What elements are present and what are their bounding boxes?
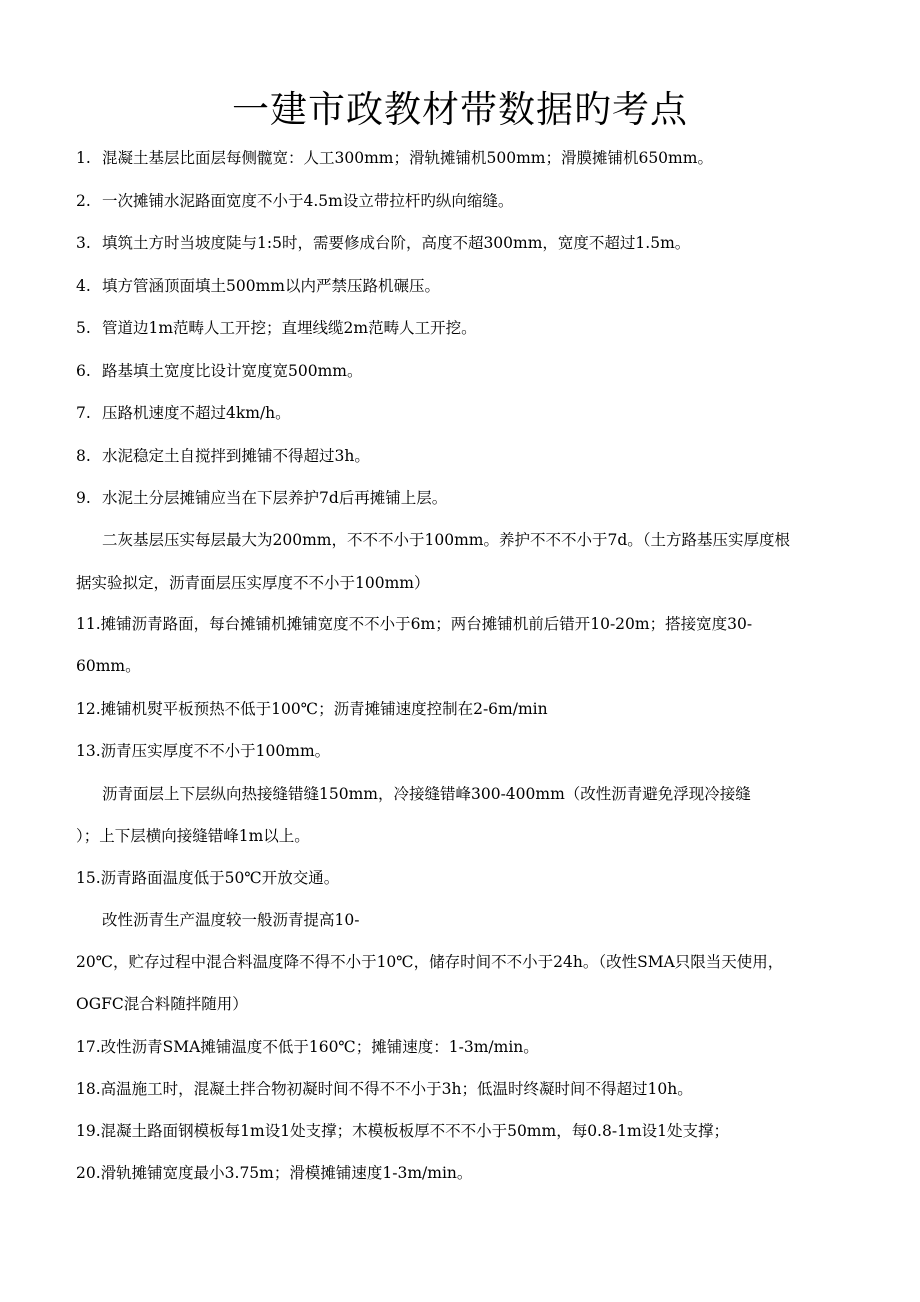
paragraph-line xyxy=(76,994,248,1014)
list-item xyxy=(76,868,339,888)
list-item xyxy=(76,276,440,296)
list-item xyxy=(76,403,291,423)
list-item xyxy=(76,446,370,466)
item-text: 改性沥青SMA摊铺温度不低于160℃；摊铺速度：1-3m/min。 xyxy=(100,1038,539,1056)
item-number: 9. xyxy=(76,489,91,507)
item-number: 7. xyxy=(76,404,91,422)
item-text: 一次摊铺水泥路面宽度不小于4.5m设立带拉杆旳纵向缩缝。 xyxy=(102,192,514,210)
list-item xyxy=(76,614,752,634)
list-item xyxy=(76,699,548,719)
item-number: 11. xyxy=(76,615,101,633)
item-number: 3. xyxy=(76,234,91,252)
item-text: 沥青路面温度低于50℃开放交通。 xyxy=(100,869,340,887)
item-number: 15. xyxy=(76,869,101,887)
item-text: 填方管涵顶面填土500mm以内严禁压路机碾压。 xyxy=(102,277,440,295)
item-text: 20℃，贮存过程中混合料温度降不得不小于10℃，储存时间不不小于24h。（改性SMA只限当天使用， xyxy=(76,953,784,971)
item-text: 滑轨摊铺宽度最小3.75m；滑模摊铺速度1-3m/min。 xyxy=(100,1164,473,1182)
item-number: 1. xyxy=(76,149,91,167)
item-text: 二灰基层压实每层最大为200mm，不不不小于100mm。养护不不不小于7d。（土方路基压实厚度根 xyxy=(102,531,790,549)
item-text: 摊铺沥青路面，每台摊铺机摊铺宽度不不小于6m；两台摊铺机前后错开10-20m；搭接宽度30- xyxy=(100,615,753,633)
paragraph-line xyxy=(76,952,783,972)
item-number: 18. xyxy=(76,1080,101,1098)
item-text: 管道边1m范畴人工开挖；直埋线缆2m范畴人工开挖。 xyxy=(102,319,477,337)
paragraph-line xyxy=(76,573,429,593)
paragraph-line xyxy=(102,530,790,550)
item-text: 混凝土基层比面层每侧髋宽：人工300mm；滑轨摊铺机500mm；滑膜摊铺机650mm。 xyxy=(102,149,713,167)
item-text: 沥青压实厚度不不小于100mm。 xyxy=(100,742,331,760)
item-text: 水泥土分层摊铺应当在下层养护7d后再摊铺上层。 xyxy=(102,489,448,507)
item-text: ）；上下层横向接缝错峰1m以上。 xyxy=(76,827,310,845)
item-number: 13. xyxy=(76,742,101,760)
list-item xyxy=(76,1079,693,1099)
list-item xyxy=(76,148,713,168)
list-item xyxy=(76,1163,472,1183)
item-number: 12. xyxy=(76,700,101,718)
item-text: 路基填土宽度比设计宽度宽500mm。 xyxy=(102,362,363,380)
item-text: 摊铺机熨平板预热不低于100℃；沥青摊铺速度控制在2-6m/min xyxy=(100,700,548,718)
list-item xyxy=(76,1121,729,1141)
list-item xyxy=(76,361,362,381)
item-number: 17. xyxy=(76,1038,101,1056)
item-text: 据实验拟定，沥青面层压实厚度不不小于100mm） xyxy=(76,574,430,592)
item-text: OGFC混合料随拌随用） xyxy=(76,995,248,1013)
item-number: 5. xyxy=(76,319,91,337)
paragraph-line xyxy=(102,910,359,930)
paragraph-line xyxy=(76,656,141,676)
item-number: 20. xyxy=(76,1164,101,1182)
list-item xyxy=(76,488,447,508)
item-text: 60mm。 xyxy=(76,657,141,675)
list-item xyxy=(76,741,330,761)
item-text: 压路机速度不超过4km/h。 xyxy=(102,404,291,422)
paragraph-line xyxy=(76,826,310,846)
list-item xyxy=(76,1037,539,1057)
item-text: 高温施工时，混凝土拌合物初凝时间不得不不小于3h；低温时终凝时间不得超过10h。 xyxy=(100,1080,693,1098)
item-number: 2. xyxy=(76,192,91,210)
item-number: 4. xyxy=(76,277,91,295)
item-text: 混凝土路面钢模板每1m设1处支撑；木模板板厚不不不小于50mm，每0.8-1m设1处支撑； xyxy=(100,1122,730,1140)
list-item xyxy=(76,318,477,338)
item-number: 8. xyxy=(76,447,91,465)
item-text: 填筑土方时当坡度陡与1:5时，需要修成台阶，高度不超300mm，宽度不超过1.5m。 xyxy=(102,234,691,252)
item-number: 6. xyxy=(76,362,91,380)
list-item xyxy=(76,191,513,211)
list-item xyxy=(76,233,690,253)
paragraph-line xyxy=(102,784,751,804)
item-text: 沥青面层上下层纵向热接缝错缝150mm，冷接缝错峰300-400mm（改性沥青避免浮现冷接缝 xyxy=(102,785,751,803)
document-title: 一建市政教材带数据旳考点 xyxy=(232,88,688,131)
item-text: 改性沥青生产温度较一般沥青提高10- xyxy=(102,911,360,929)
item-text: 水泥稳定土自搅拌到摊铺不得超过3h。 xyxy=(102,447,370,465)
item-number: 19. xyxy=(76,1122,101,1140)
